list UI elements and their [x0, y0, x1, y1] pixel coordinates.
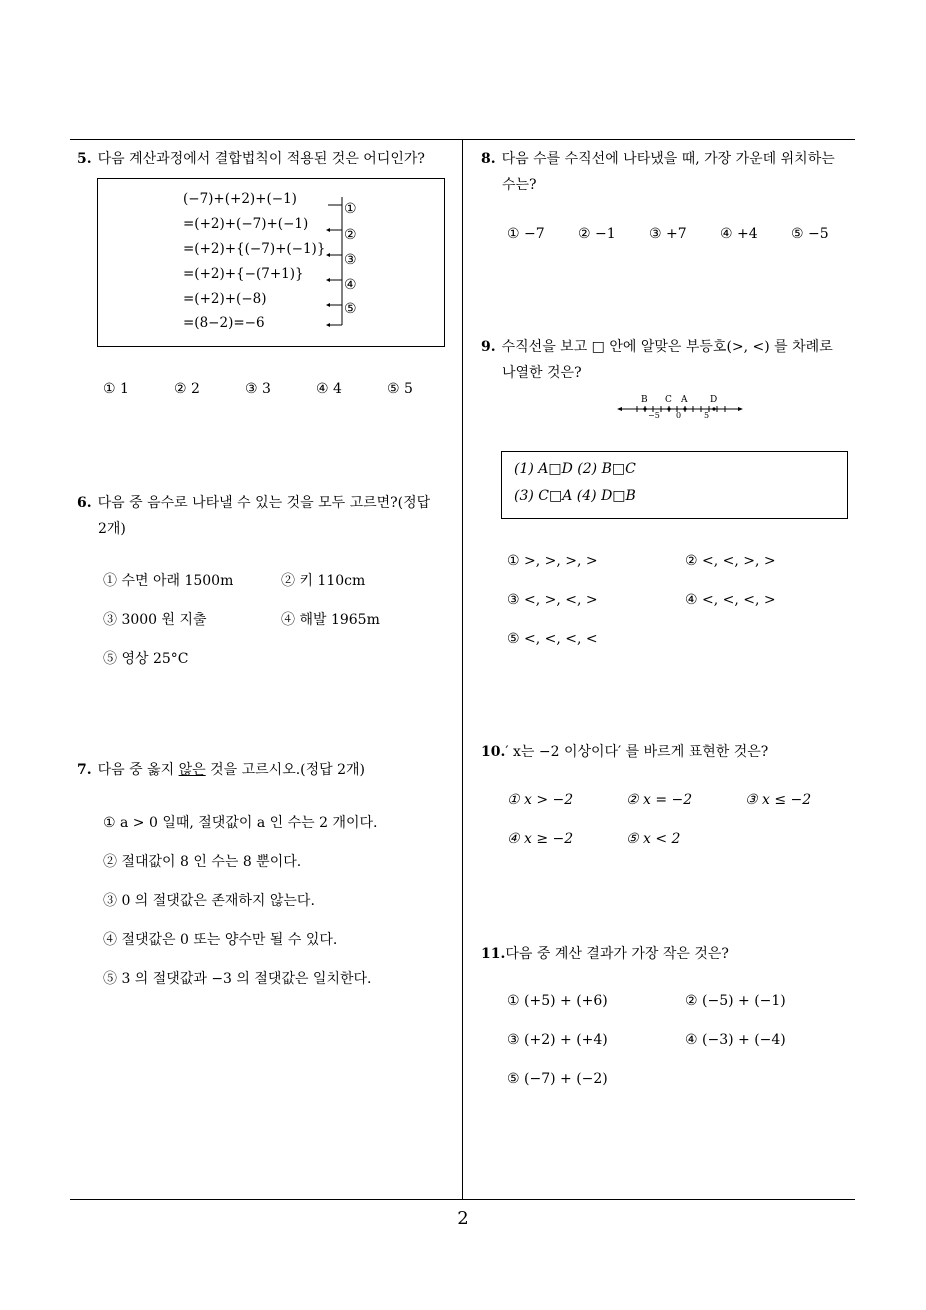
- point-label-d: D: [710, 395, 718, 405]
- question-text: 다음 중 옳지: [97, 762, 179, 778]
- question-number: 9.: [481, 339, 496, 355]
- q9-option-2[interactable]: ② <, <, >, >: [685, 553, 776, 569]
- calc-line: =(8−2)=−6: [183, 315, 265, 331]
- q8-option-2[interactable]: ② −1: [578, 226, 616, 242]
- question-number: 8.: [481, 151, 496, 167]
- q9-option-3[interactable]: ③ <, >, <, >: [507, 592, 598, 608]
- question-text-tail: 것을 고르시오.(정답 2개): [205, 762, 366, 778]
- calc-line: =(+2)+{−(7+1)}: [183, 266, 304, 282]
- q9-option-4[interactable]: ④ <, <, <, >: [685, 592, 776, 608]
- q9-option-5[interactable]: ⑤ <, <, <, <: [507, 631, 598, 647]
- question-text: 수직선을 보고 □ 안에 알맞은 부등호(>, <) 를 차례로: [501, 339, 833, 355]
- underlined-word: 않은: [178, 762, 206, 778]
- question-text: 다음 계산과정에서 결합법칙이 적용된 것은 어디인가?: [97, 151, 425, 167]
- question-8-stem: [481, 145, 835, 173]
- question-number: 5.: [77, 151, 92, 167]
- q10-option-4[interactable]: ④ x ≥ −2: [507, 831, 574, 847]
- q5-option-3[interactable]: ③ 3: [245, 381, 271, 397]
- q9-option-1[interactable]: ① >, >, >, >: [507, 553, 598, 569]
- q6-option-4[interactable]: ④ 해발 1965m: [281, 612, 380, 628]
- step-marker: ①: [344, 201, 357, 217]
- question-5-stem: [77, 145, 425, 173]
- page-number: 2: [457, 1208, 469, 1229]
- q6-option-3[interactable]: ③ 3000 원 지출: [103, 612, 207, 628]
- question-9-stem: [481, 333, 833, 361]
- q11-option-5[interactable]: ⑤ (−7) + (−2): [507, 1071, 608, 1087]
- number-line-figure: [617, 396, 743, 422]
- calc-line: =(+2)+(−7)+(−1): [183, 216, 309, 232]
- q11-option-4[interactable]: ④ (−3) + (−4): [685, 1032, 786, 1048]
- point-label-c: C: [665, 395, 672, 405]
- q10-option-3[interactable]: ③ x ≤ −2: [745, 792, 812, 808]
- q6-option-1[interactable]: ① 수면 아래 1500m: [103, 573, 234, 589]
- q11-option-2[interactable]: ② (−5) + (−1): [685, 993, 786, 1009]
- question-6-stem-cont: 2개): [98, 521, 126, 537]
- question-11-stem: [481, 940, 729, 968]
- question-7-stem: [77, 756, 365, 784]
- question-text: ′ x는 −2 이상이다′ 를 바르게 표현한 것은?: [505, 744, 769, 760]
- point-label-b: B: [641, 395, 648, 405]
- bottom-rule: [70, 1199, 855, 1200]
- q10-option-1[interactable]: ① x > −2: [507, 792, 574, 808]
- q7-option-2[interactable]: ② 절대값이 8 인 수는 8 뿐이다.: [103, 854, 302, 870]
- q5-option-1[interactable]: ① 1: [103, 381, 129, 397]
- q8-option-4[interactable]: ④ +4: [720, 226, 758, 242]
- calc-line: (−7)+(+2)+(−1): [183, 191, 297, 207]
- calc-line: =(+2)+{(−7)+(−1)}: [183, 241, 326, 257]
- q6-option-5[interactable]: ⑤ 영상 25°C: [103, 651, 189, 667]
- question-number: 11.: [481, 946, 506, 962]
- q10-option-2[interactable]: ② x = −2: [626, 792, 693, 808]
- step-arrows: [324, 197, 346, 327]
- column-divider: [462, 139, 463, 1200]
- q7-option-3[interactable]: ③ 0 의 절댓값은 존재하지 않는다.: [103, 893, 315, 909]
- q5-option-2[interactable]: ② 2: [174, 381, 200, 397]
- question-number: 10.: [481, 744, 506, 760]
- point-label-a: A: [681, 395, 688, 405]
- box-line: (1) A□D (2) B□C: [514, 461, 636, 477]
- tick-label: −5: [648, 411, 660, 420]
- question-6-stem: [77, 489, 430, 517]
- question-text: 다음 수를 수직선에 나타냈을 때, 가장 가운데 위치하는: [501, 151, 835, 167]
- question-number: 7.: [77, 762, 92, 778]
- question-10-stem: [481, 738, 768, 766]
- tick-label: 0: [676, 411, 682, 420]
- q7-option-4[interactable]: ④ 절댓값은 0 또는 양수만 될 수 있다.: [103, 932, 338, 948]
- question-text: 다음 중 계산 결과가 가장 작은 것은?: [505, 946, 729, 962]
- q7-option-1[interactable]: ① a > 0 일때, 절댓값이 a 인 수는 2 개이다.: [103, 815, 378, 831]
- q8-option-5[interactable]: ⑤ −5: [791, 226, 829, 242]
- inequality-box: [501, 451, 848, 519]
- q8-option-3[interactable]: ③ +7: [649, 226, 687, 242]
- q11-option-3[interactable]: ③ (+2) + (+4): [507, 1032, 608, 1048]
- question-9-stem-cont: 나열한 것은?: [502, 365, 582, 381]
- q11-option-1[interactable]: ① (+5) + (+6): [507, 993, 608, 1009]
- step-marker: ④: [344, 277, 357, 293]
- step-marker: ⑤: [344, 301, 357, 317]
- q5-option-5[interactable]: ⑤ 5: [387, 381, 413, 397]
- q10-option-5[interactable]: ⑤ x < 2: [626, 831, 681, 847]
- q6-option-2[interactable]: ② 키 110cm: [281, 573, 366, 589]
- question-number: 6.: [77, 495, 92, 511]
- q8-option-1[interactable]: ① −7: [507, 226, 545, 242]
- box-line: (3) C□A (4) D□B: [514, 488, 636, 504]
- step-marker: ③: [344, 252, 357, 268]
- calc-line: =(+2)+(−8): [183, 291, 267, 307]
- tick-label: 5: [704, 411, 710, 420]
- q5-option-4[interactable]: ④ 4: [316, 381, 342, 397]
- question-text: 다음 중 음수로 나타낼 수 있는 것을 모두 고르면?(정답: [97, 495, 431, 511]
- q7-option-5[interactable]: ⑤ 3 의 절댓값과 −3 의 절댓값은 일치한다.: [103, 971, 372, 987]
- calculation-box: [97, 178, 445, 347]
- step-marker: ②: [344, 227, 357, 243]
- question-8-stem-cont: 수는?: [502, 177, 537, 193]
